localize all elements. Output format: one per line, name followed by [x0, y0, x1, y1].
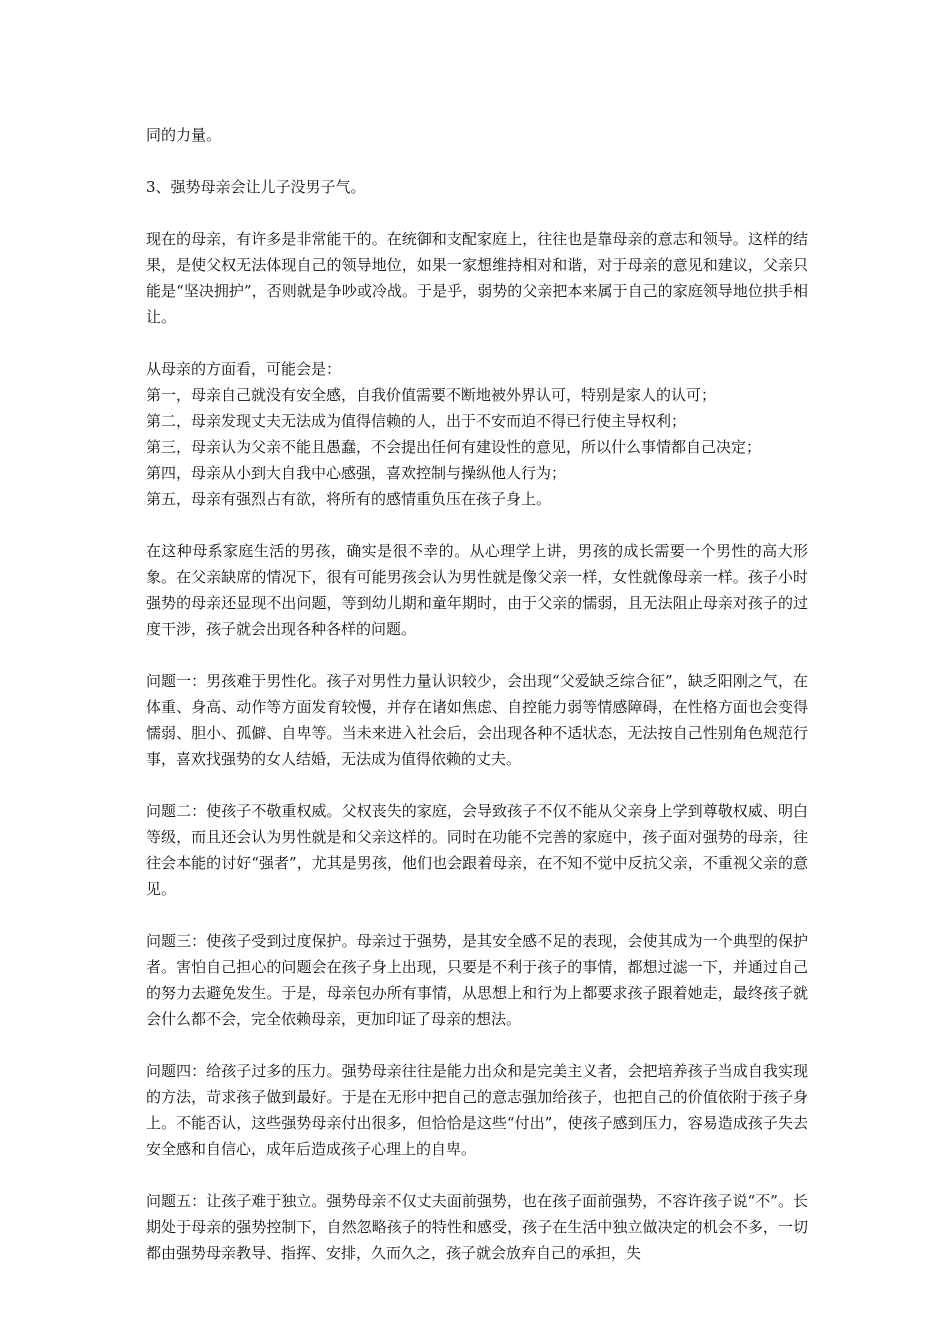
list-intro: 从母亲的方面看，可能会是：	[146, 360, 342, 378]
list-item: 第五，母亲有强烈占有欲，将所有的感情重负压在孩子身上。	[146, 490, 552, 508]
paragraph-problem-two: 问题二：使孩子不敬重权威。父权丧失的家庭，会导致孩子不仅不能从父亲身上学到尊敬权威、明白等级，而且还会认为男性就是和父亲这样的。同时在功能不完善的家庭中，孩子面对强势的母亲，往往会本能的讨好“强者”，尤其是男孩，他们也会跟着母亲，在不知不觉中反抗父亲，不重视父亲的意见。	[146, 802, 808, 898]
paragraph-boys-unfortunate: 在这种母系家庭生活的男孩，确实是很不幸的。从心理学上讲，男孩的成长需要一个男性的高大形象。在父亲缺席的情况下，很有可能男孩会认为男性就是像父亲一样，女性就像母亲一样。孩子小时强势的母亲还显现不出问题，等到幼儿期和童年期时，由于父亲的懦弱，且无法阻止母亲对孩子的过度干涉，孩子就会出现各种各样的问题。	[146, 542, 808, 638]
section-heading: 3、强势母亲会让儿子没男子气。	[146, 178, 366, 196]
paragraph-problem-one: 问题一：男孩难于男性化。孩子对男性力量认识较少，会出现“父爱缺乏综合征”，缺乏阳刚之气，在体重、身高、动作等方面发育较慢，并存在诸如焦虑、自控能力弱等情感障碍，在性格方面也会变得懦弱、胆小、孤僻、自卑等。当未来进入社会后，会出现各种不适状态，无法按自己性别角色规范行事，喜欢找强势的女人结婚，无法成为值得依赖的丈夫。	[146, 672, 808, 768]
paragraph-continuation: 同的力量。	[146, 126, 222, 144]
paragraph-problem-five: 问题五：让孩子难于独立。强势母亲不仅丈夫面前强势，也在孩子面前强势，不容许孩子说“不”。长期处于母亲的强势控制下，自然忽略孩子的特性和感受，孩子在生活中独立做决定的机会不多，一切都由强势母亲教导、指挥、安排，久而久之，孩子就会放弃自己的承担，失	[146, 1192, 808, 1262]
list-item: 第一，母亲自己就没有安全感，自我价值需要不断地被外界认可，特别是家人的认可；	[146, 386, 717, 404]
paragraph-mother-dominance: 现在的母亲，有许多是非常能干的。在统御和支配家庭上，往往也是靠母亲的意志和领导。这样的结果，是使父权无法体现自己的领导地位，如果一家想维持相对和谐，对于母亲的意见和建议，父亲只能是“坚决拥护”，否则就是争吵或冷战。于是乎，弱势的父亲把本来属于自己的家庭领导地位拱手相让。	[146, 230, 808, 326]
paragraph-problem-three: 问题三：使孩子受到过度保护。母亲过于强势，是其安全感不足的表现，会使其成为一个典型的保护者。害怕自己担心的问题会在孩子身上出现，只要是不利于孩子的事情，都想过滤一下，并通过自己的努力去避免发生。于是，母亲包办所有事情，从思想上和行为上都要求孩子跟着她走，最终孩子就会什么都不会，完全依赖母亲，更加印证了母亲的想法。	[146, 932, 808, 1028]
list-item: 第三，母亲认为父亲不能且愚蠢，不会提出任何有建设性的意见，所以什么事情都自己决定；	[146, 438, 762, 456]
paragraph-problem-four: 问题四：给孩子过多的压力。强势母亲往往是能力出众和是完美主义者，会把培养孩子当成自我实现的方法，苛求孩子做到最好。于是在无形中把自己的意志强加给孩子，也把自己的价值依附于孩子身上。不能否认，这些强势母亲付出很多，但恰恰是这些“付出”，使孩子感到压力，容易造成孩子失去安全感和自信心，成年后造成孩子心理上的自卑。	[146, 1062, 808, 1158]
list-item: 第二，母亲发现丈夫无法成为值得信赖的人，出于不安而迫不得已行使主导权利；	[146, 412, 687, 430]
document-body	[146, 122, 808, 1292]
list-item: 第四，母亲从小到大自我中心感强，喜欢控制与操纵他人行为；	[146, 464, 567, 482]
